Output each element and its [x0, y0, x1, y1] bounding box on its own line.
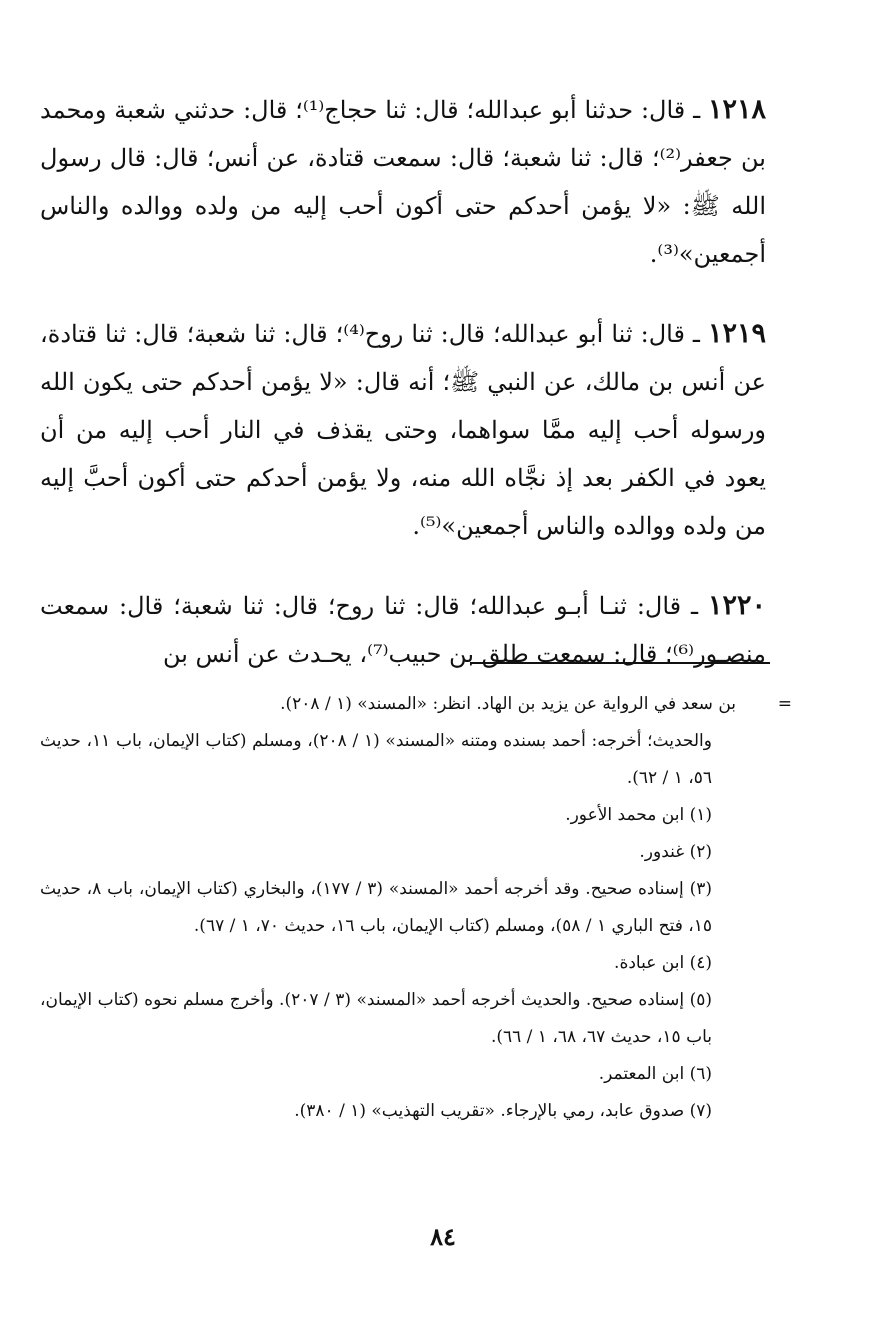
footnote-continuation [40, 686, 792, 723]
hadith-text: ـ قال: حدثنا أبو عبدالله؛ قال: ثنا حجاج⁽¹⁾؛ قال: حدثني شعبة ومحمد بن جعفر⁽²⁾؛ قال: ثنا شعبة؛ قال: سمعت قتادة، عن أنس؛ قال: قال رسول الله ﷺ: «لا يؤمن أحدكم حتى أكون أحب إليه من ولده ووالده والناس أجمعين»⁽³⁾. [40, 96, 766, 268]
footnote-3: (٣) إسناده صحيح. وقد أخرجه أحمد «المسند» (٣ / ١٧٧)، والبخاري (كتاب الإيمان، باب ٨، حديث ١٥، فتح الباري ١ / ٥٨)، ومسلم (كتاب الإيمان، باب ١٦، حديث ٧٠، ١ / ٦٧). [40, 879, 712, 936]
hadith-1218 [40, 86, 766, 278]
main-text [40, 86, 766, 678]
footnotes [40, 686, 792, 1130]
hadith-number: ١٢١٨ [707, 94, 766, 125]
footnote-4: (٤) ابن عبادة. [614, 953, 712, 973]
footnote-6: (٦) ابن المعتمر. [598, 1064, 712, 1084]
footnote-2: (٢) غندور. [639, 842, 712, 862]
footnote-7: (٧) صدوق عابد، رمي بالإرجاء. «تقريب التهذيب» (١ / ٣٨٠). [294, 1101, 712, 1121]
footnote-hadith-note: والحديث؛ أخرجه: أحمد بسنده ومتنه «المسند» (١ / ٢٠٨)، ومسلم (كتاب الإيمان، باب ١١، حديث ٥٦، ١ / ٦٢). [40, 731, 712, 788]
continuation-text: بن سعد في الرواية عن يزيد بن الهاد. انظر: «المسند» (١ / ٢٠٨). [280, 694, 736, 714]
hadith-text: ـ قال: ثنـا أبـو عبدالله؛ قال: ثنا روح؛ قال: ثنا شعبة؛ قال: سمعت منصـور⁽⁶⁾؛ قال: سمعت طلق بن حبيب⁽⁷⁾، يحـدث عن أنس بن [40, 592, 766, 668]
footnote-separator [470, 662, 770, 664]
hadith-number: ١٢١٩ [707, 318, 766, 349]
page-number: ٨٤ [430, 1222, 456, 1251]
footnote-1: (١) ابن محمد الأعور. [565, 805, 712, 825]
footnote-5: (٥) إسناده صحيح. والحديث أخرجه أحمد «المسند» (٣ / ٢٠٧). وأخرج مسلم نحوه (كتاب الإيمان، باب ١٥، حديث ٦٧، ٦٨، ١ / ٦٦). [40, 990, 712, 1047]
hadith-1219 [40, 310, 766, 550]
hadith-text: ـ قال: ثنا أبو عبدالله؛ قال: ثنا روح⁽⁴⁾؛ قال: ثنا شعبة؛ قال: ثنا قتادة، عن أنس بن مالك، عن النبي ﷺ؛ أنه قال: «لا يؤمن أحدكم حتى يكون الله ورسوله أحب إليه ممَّا سواهما، وحتى يقذف في النار أحب إليه من أن يعود في الكفر بعد إذ نجَّاه الله منه، ولا يؤمن أحدكم حتى أكون أحبَّ إليه من ولده ووالده والناس أجمعين»⁽⁵⁾. [40, 320, 766, 540]
continuation-mark: = [777, 694, 792, 714]
hadith-number: ١٢٢٠ [707, 590, 766, 621]
